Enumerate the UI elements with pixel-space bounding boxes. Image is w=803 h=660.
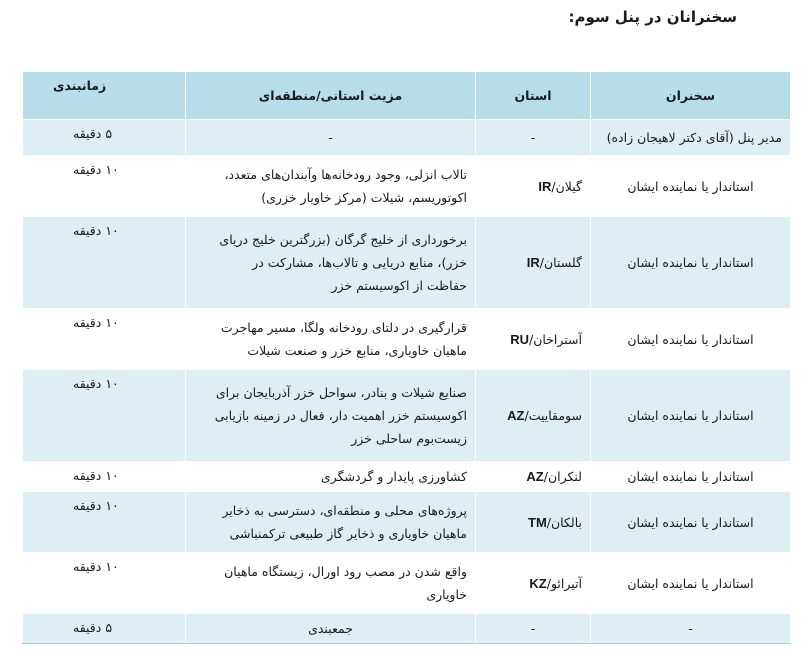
table-row bbox=[23, 156, 791, 217]
table-body bbox=[23, 120, 791, 644]
table-row bbox=[23, 492, 791, 553]
table-row bbox=[23, 553, 791, 614]
country-code: AZ bbox=[526, 469, 544, 484]
cell-advantage bbox=[186, 156, 476, 217]
advantage-line: اکوسیستم خزر اهمیت دار، فعال در زمینه بازیابی bbox=[214, 408, 467, 423]
cell-time: ۱۰ دقیقه bbox=[23, 492, 186, 553]
province-name: آتیرائو bbox=[550, 575, 582, 591]
cell-speaker: استاندار یا نماینده ایشان bbox=[591, 492, 791, 553]
cell-province: گیلان/IR bbox=[476, 156, 591, 217]
advantage-line: زیست‌بوم ساحلی خزر bbox=[351, 431, 467, 446]
cell-time: ۵ دقیقه bbox=[23, 614, 186, 644]
province-name: سومقاییت bbox=[528, 408, 582, 423]
cell-advantage bbox=[186, 553, 476, 614]
cell-province: - bbox=[476, 120, 591, 156]
cell-advantage bbox=[186, 492, 476, 553]
province-name: گیلان bbox=[555, 178, 582, 194]
advantage-line: ماهیان خاویاری، منابع خزر و صنعت شیلات bbox=[247, 343, 467, 358]
advantage-line: قرارگیری در دلتای رودخانه ولگا، مسیر مهاجرت bbox=[220, 320, 467, 335]
cell-speaker: استاندار یا نماینده ایشان bbox=[591, 462, 791, 492]
table-row bbox=[23, 462, 791, 492]
cell-speaker: استاندار یا نماینده ایشان bbox=[591, 553, 791, 614]
cell-speaker: استاندار یا نماینده ایشان bbox=[591, 309, 791, 370]
cell-advantage bbox=[186, 120, 476, 156]
advantage-line: برخورداری از خلیج گرگان (بزرگترین خلیج دریای bbox=[219, 232, 467, 247]
cell-province: آتیرائو/KZ bbox=[476, 553, 591, 614]
province-name: آستراخان bbox=[533, 331, 582, 347]
province-name: لنکران bbox=[547, 469, 582, 484]
country-code: TM bbox=[528, 514, 547, 530]
cell-time: ۱۰ دقیقه bbox=[23, 156, 186, 217]
document-title: سخنرانان در پنل سوم: bbox=[568, 8, 737, 26]
cell-speaker: استاندار یا نماینده ایشان bbox=[591, 156, 791, 217]
advantage-line: تالاب انزلی، وجود رودخانه‌ها وآبندان‌های متعدد، bbox=[224, 167, 467, 182]
cell-time: ۱۰ دقیقه bbox=[23, 553, 186, 614]
table-row bbox=[23, 217, 791, 309]
advantage-line: اکوتوریسم، شیلات (مرکز خاویار خزری) bbox=[261, 190, 467, 205]
table-row bbox=[23, 370, 791, 462]
advantage-line: واقع شدن در مصب رود اورال، زیستگاه ماهیان bbox=[224, 564, 467, 579]
cell-time: ۱۰ دقیقه bbox=[23, 462, 186, 492]
header-advantage: مزیت استانی/منطقه‌ای bbox=[186, 72, 476, 120]
cell-time: ۱۰ دقیقه bbox=[23, 309, 186, 370]
header-province: استان bbox=[476, 72, 591, 120]
cell-advantage bbox=[186, 370, 476, 462]
table-row bbox=[23, 309, 791, 370]
table-row bbox=[23, 614, 791, 644]
cell-time: ۵ دقیقه bbox=[23, 120, 186, 156]
cell-speaker: مدیر پنل (آقای دکتر لاهیجان زاده) bbox=[591, 120, 791, 156]
header-speaker: سخنران bbox=[591, 72, 791, 120]
cell-advantage bbox=[186, 462, 476, 492]
country-code: AZ bbox=[507, 408, 525, 423]
advantage-line: - bbox=[328, 130, 333, 145]
country-code: KZ bbox=[529, 575, 547, 591]
cell-time: ۱۰ دقیقه bbox=[23, 217, 186, 309]
advantage-line: حفاظت از اکوسیستم خزر bbox=[331, 278, 467, 293]
advantage-line: خزر)، منابع دریایی و تالاب‌ها، مشارکت در bbox=[252, 255, 467, 270]
cell-speaker: استاندار یا نماینده ایشان bbox=[591, 370, 791, 462]
country-code: IR bbox=[526, 255, 540, 270]
cell-advantage bbox=[186, 309, 476, 370]
cell-province: سومقاییت/AZ bbox=[476, 370, 591, 462]
advantage-line: ماهیان خاویاری و ذخایر گاز طبیعی ترکمنباشی bbox=[229, 526, 467, 541]
province-name: بالکان bbox=[551, 514, 582, 530]
cell-advantage bbox=[186, 217, 476, 309]
cell-speaker: استاندار یا نماینده ایشان bbox=[591, 217, 791, 309]
advantage-line: پروژه‌های محلی و منطقه‌ای، دسترسی به ذخایر bbox=[222, 503, 467, 518]
header-time: زمانبندی bbox=[23, 72, 186, 120]
country-code: IR bbox=[538, 178, 552, 194]
cell-advantage bbox=[186, 614, 476, 644]
cell-province: گلستان/IR bbox=[476, 217, 591, 309]
cell-province: آستراخان/RU bbox=[476, 309, 591, 370]
cell-province: - bbox=[476, 614, 591, 644]
advantage-line: جمعبندی bbox=[308, 621, 353, 636]
country-code: RU bbox=[510, 331, 529, 347]
cell-province: لنکران/AZ bbox=[476, 462, 591, 492]
table-row bbox=[23, 120, 791, 156]
speakers-table bbox=[22, 71, 791, 644]
advantage-line: صنایع شیلات و بنادر، سواحل خزر آذربایجان برای bbox=[215, 385, 467, 400]
cell-speaker: - bbox=[591, 614, 791, 644]
table-header-row bbox=[23, 72, 791, 120]
advantage-line: کشاورزی پایدار و گردشگری bbox=[320, 469, 467, 484]
cell-province: بالکان/TM bbox=[476, 492, 591, 553]
province-name: گلستان bbox=[543, 255, 582, 270]
advantage-line: خاویاری bbox=[426, 587, 467, 602]
cell-time: ۱۰ دقیقه bbox=[23, 370, 186, 462]
